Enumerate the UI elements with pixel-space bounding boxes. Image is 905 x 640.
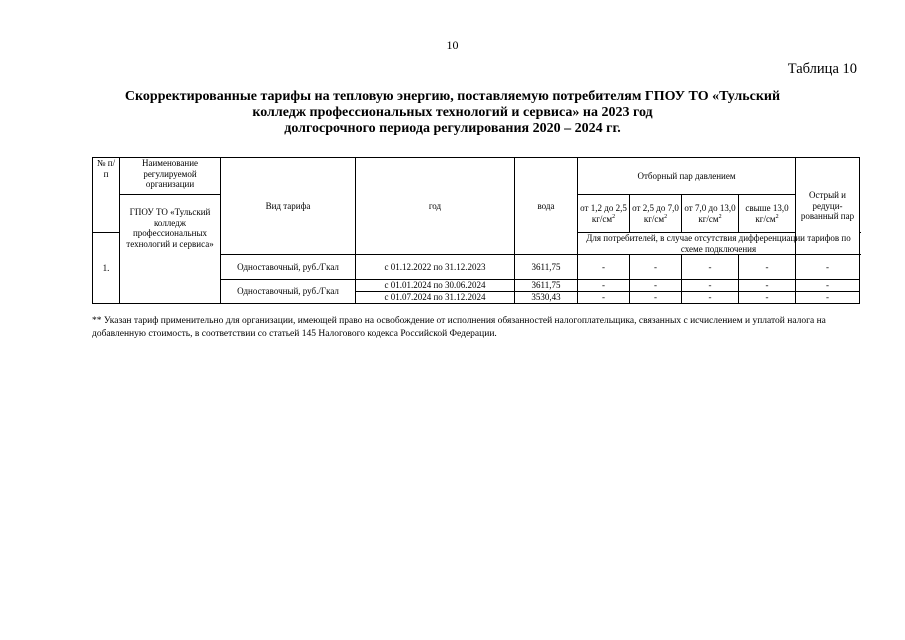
header-pressure-2	[630, 195, 682, 233]
cell-sharp: -	[796, 292, 860, 304]
header-tariff-type: Вид тарифа	[221, 158, 356, 255]
header-year: год	[356, 158, 515, 255]
section-label: Для потребителей, в случае отсутствия дифференциации тарифов по схеме подключения	[578, 233, 860, 255]
title-line-3: долгосрочного периода регулирования 2020 – 2024 гг.	[284, 121, 621, 136]
header-pressure-1	[578, 195, 630, 233]
pressure-unit-sup: 2	[612, 213, 616, 220]
tariff-table	[92, 157, 860, 304]
header-pressure-3	[682, 195, 739, 233]
cell-p2: -	[630, 255, 682, 280]
header-org: Наименование регулируемой организации	[120, 158, 221, 195]
pressure-unit: кг/см	[591, 213, 613, 224]
cell-p3: -	[682, 280, 739, 292]
page-number: 10	[446, 38, 459, 52]
header-num: № п/п	[93, 158, 120, 233]
cell-period: с 01.01.2024 по 30.06.2024	[356, 280, 515, 292]
pressure-range-2: от 2,5 до 7,0	[632, 203, 679, 213]
document-title	[90, 89, 815, 137]
cell-p2: -	[630, 280, 682, 292]
cell-sharp: -	[796, 255, 860, 280]
header-water: вода	[515, 158, 578, 255]
cell-p4: -	[739, 255, 796, 280]
pressure-unit-sup: 2	[775, 213, 779, 220]
footnote: ** Указан тариф применительно для организации, имеющей право на освобождение от исполнения обязанностей налогоплательщика, связанных с исчислением и уплатой налога на добавленную стоимость, в соответствии со статьей 145 Налогового кодекса Российской Федерации.	[92, 316, 826, 339]
cell-p3: -	[682, 255, 739, 280]
row-number: 1.	[93, 233, 120, 304]
table-header-row-1	[93, 158, 860, 195]
pressure-unit: кг/см	[643, 213, 665, 224]
cell-period: с 01.12.2022 по 31.12.2023	[356, 255, 515, 280]
header-steam: Отборный пар давлением	[578, 158, 796, 195]
cell-tariff-type: Одноставочный, руб./Гкал	[221, 280, 356, 304]
header-pressure-4	[739, 195, 796, 233]
org-name: ГПОУ ТО «Тульский колледж профессиональных технологий и сервиса»	[120, 195, 221, 304]
cell-tariff-type: Одноставочный, руб./Гкал	[221, 255, 356, 280]
pressure-unit-sup: 2	[664, 213, 668, 220]
cell-water: 3611,75	[515, 255, 578, 280]
pressure-range-3: от 7,0 до 13,0	[684, 203, 736, 213]
cell-p4: -	[739, 280, 796, 292]
cell-water: 3611,75	[515, 280, 578, 292]
header-sharp-steam: Острый и редуци-рованный пар	[796, 158, 860, 255]
cell-p1: -	[578, 292, 630, 304]
cell-p1: -	[578, 280, 630, 292]
pressure-unit: кг/см	[698, 213, 719, 224]
pressure-range-1: от 1,2 до 2,5	[580, 203, 627, 213]
cell-p2: -	[630, 292, 682, 304]
cell-period: с 01.07.2024 по 31.12.2024	[356, 292, 515, 304]
pressure-unit: кг/см	[755, 213, 776, 224]
cell-p4: -	[739, 292, 796, 304]
cell-water: 3530,43	[515, 292, 578, 304]
pressure-range-4: свыше 13,0	[745, 203, 789, 213]
cell-sharp: -	[796, 280, 860, 292]
pressure-unit-sup: 2	[718, 213, 722, 220]
title-line-2: колледж профессиональных технологий и сервиса» на 2023 год	[252, 105, 653, 120]
cell-p3: -	[682, 292, 739, 304]
table-label: Таблица 10	[787, 61, 857, 77]
cell-p1: -	[578, 255, 630, 280]
title-line-1: Скорректированные тарифы на тепловую энергию, поставляемую потребителям ГПОУ ТО «Тульский	[124, 89, 781, 104]
